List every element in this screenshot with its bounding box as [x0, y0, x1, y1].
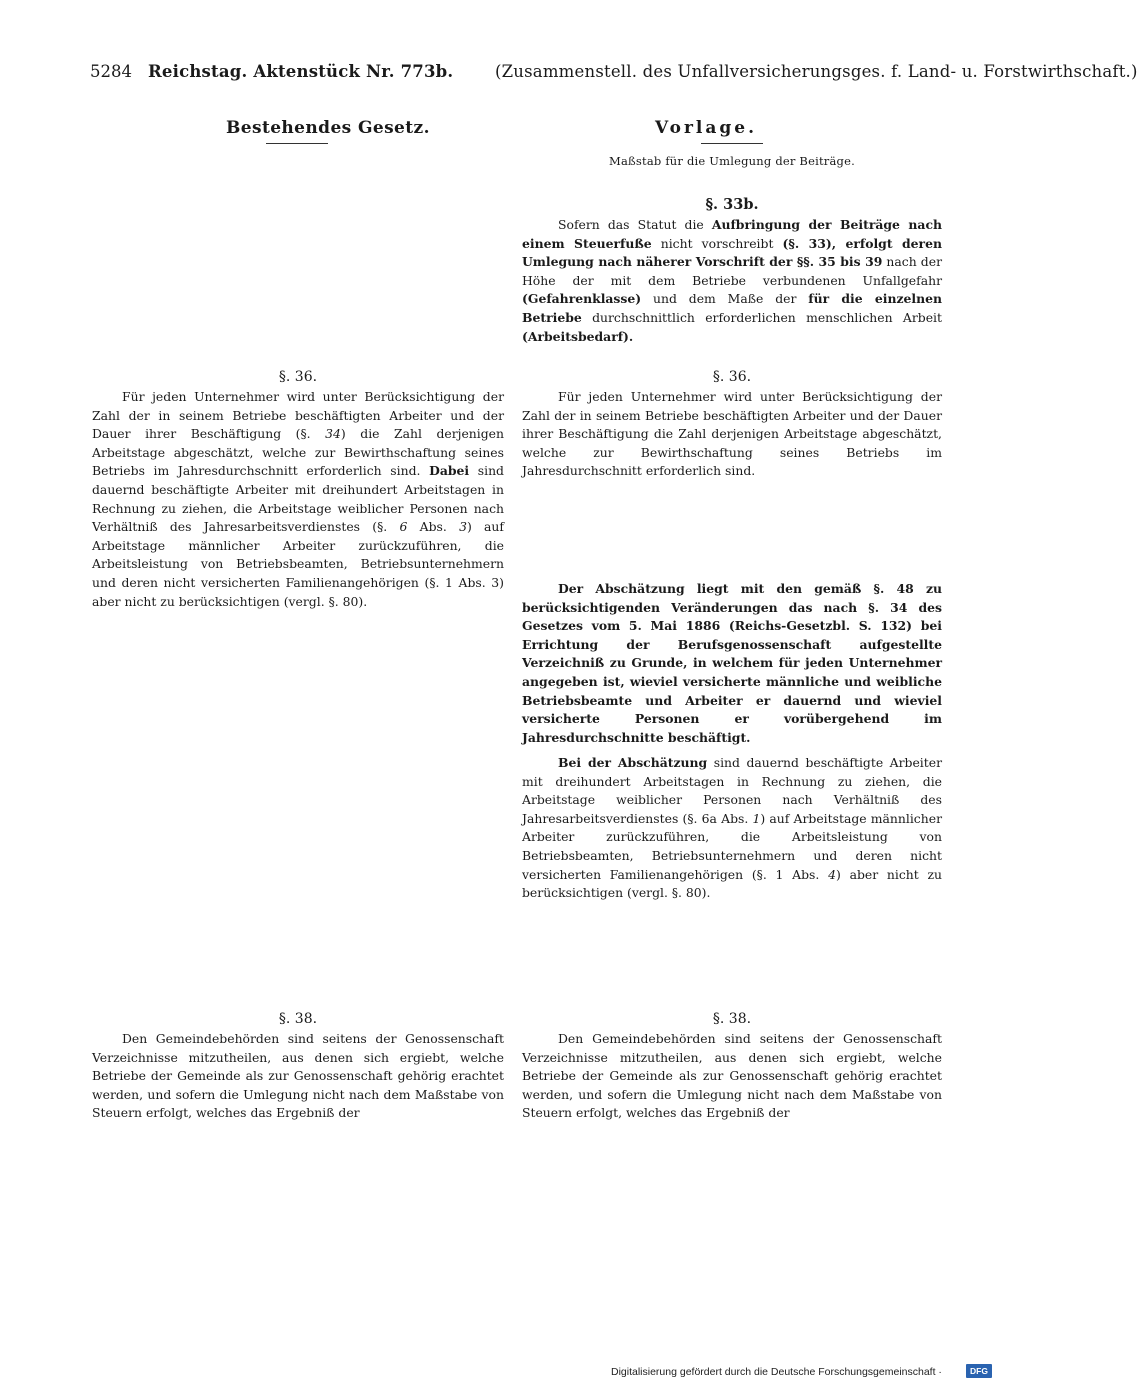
- italic-run: 34: [325, 426, 341, 442]
- bold-run: (Arbeitsbedarf).: [522, 328, 634, 344]
- bold-run: Dabei: [429, 463, 470, 479]
- right-column-heading: Vorlage.: [655, 118, 758, 138]
- left-section-38-text: Den Gemeindebehörden sind seitens der Genossenschaft Verzeichnisse mitzutheilen, aus denen sich ergiebt, welche Betriebe der Gemeinde als zur Genossenschaft gehörig erachtet werden, und sofern die Umlegung nicht nach dem Maßstabe von Steuern erfolgt, welches das Ergebniß der: [92, 1031, 504, 1121]
- text-run: und dem Maße der: [641, 291, 809, 307]
- bold-run: (Gefahrenklasse): [522, 291, 642, 307]
- text-run: ) auf Arbeitstage männlicher Arbeiter zurückzuführen, die Arbeitsleistung von Betriebsbeamten, Betriebsunternehmern und deren nicht versicherten Familienangehörigen (§. 1 Abs.: [522, 810, 942, 882]
- abschaetzung-paragraph: [522, 754, 942, 903]
- running-head: Reichstag. Aktenstück Nr. 773b.: [148, 62, 454, 81]
- right-section-38-text: Den Gemeindebehörden sind seitens der Genossenschaft Verzeichnisse mitzutheilen, aus denen sich ergiebt, welche Betriebe der Gemeinde als zur Genossenschaft gehörig erachtet werden, und sofern die Umlegung nicht nach dem Maßstabe von Steuern erfolgt, welches das Ergebniß der: [522, 1031, 942, 1121]
- text-run: nicht vorschreibt: [651, 235, 783, 251]
- left-section-38-title: §. 38.: [278, 1011, 318, 1027]
- left-section-36-text: [92, 388, 504, 611]
- digitization-credit: Digitalisierung gefördert durch die Deutsche Forschungsgemeinschaft ·: [611, 1366, 942, 1378]
- right-section-36-title: §. 36.: [712, 369, 752, 385]
- page-number: 5284: [90, 62, 132, 81]
- dfg-logo: DFG: [966, 1364, 992, 1378]
- abschaetzung-bold-paragraph: Der Abschätzung liegt mit den gemäß §. 48 zu berücksichtigenden Veränderungen das nach §. 34 des Gesetzes vom 5. Mai 1886 (Reichs-Gesetzbl. S. 132) bei Errichtung der Berufsgenossenschaft aufgestellte Verzeichniß zu Grunde, in welchem für jeden Unternehmer angegeben ist, wieviel versicherte männliche und weibliche Betriebsbeamte und Arbeiter er dauernd und wieviel versicherte Personen er vorübergehend im Jahresdurchschnitte beschäftigt.: [522, 581, 942, 745]
- right-section-36-text: Für jeden Unternehmer wird unter Berücksichtigung der Zahl der in seinem Betriebe beschäftigten Arbeiter und der Dauer ihrer Beschäftigung die Zahl derjenigen Arbeitstage abgeschätzt, welche zur Bewirthschaftung seines Betriebs im Jahresdurchschnitt erforderlich sind.: [522, 389, 942, 479]
- italic-run: 1: [752, 810, 761, 826]
- bold-run: (§. 33), erfolgt deren Umlegung nach näherer Vorschrift der §§. 35 bis 39: [522, 235, 942, 270]
- page-header: [90, 62, 1138, 86]
- left-section-36-title: §. 36.: [278, 369, 318, 385]
- italic-run: 6: [399, 519, 408, 535]
- italic-run: 3: [459, 519, 467, 535]
- text-run: durchschnittlich erforderlichen menschlichen Arbeit: [581, 309, 942, 325]
- bold-run: Aufbringung der Beiträge nach einem Steuerfuße: [522, 217, 943, 251]
- section-33b-title: §. 33b.: [705, 196, 759, 213]
- text-run: Für jeden Unternehmer wird unter Berücksichtigung der Zahl der in seinem Betriebe beschäftigten Arbeiter und der Dauer ihrer Beschäftigung (§.: [92, 389, 504, 442]
- right-subheading: Maßstab für die Umlegung der Beiträge.: [609, 154, 855, 168]
- left-heading-rule: [266, 143, 328, 144]
- left-column-heading: Bestehendes Gesetz.: [226, 118, 430, 138]
- text-run: nach der Höhe der mit dem Betriebe verbundenen Unfallgefahr: [522, 254, 942, 288]
- text-run: Sofern das Statut die: [558, 217, 712, 232]
- bold-run: für die einzelnen Betriebe: [522, 291, 942, 325]
- text-run: ) aber nicht zu berücksichtigen (vergl. §. 80).: [522, 866, 943, 901]
- right-heading-rule: [701, 143, 763, 144]
- text-run: sind dauernd beschäftigte Arbeiter mit dreihundert Arbeitstagen in Rechnung zu ziehen, die Arbeitstage weiblicher Personen nach Verhältniß des Jahresarbeitsverdienstes (§. 6a Abs.: [522, 755, 942, 826]
- text-run: sind dauernd beschäftigte Arbeiter mit dreihundert Arbeitstagen in Rechnung zu ziehen, die Arbeitstage weiblicher Personen nach Verhältniß des Jahresarbeitsverdienstes (§.: [92, 463, 504, 535]
- text-run: Abs.: [407, 519, 460, 535]
- bold-run: Bei der Abschätzung: [558, 755, 708, 770]
- right-section-38-title: §. 38.: [712, 1011, 752, 1027]
- text-run: ) auf Arbeitstage männlicher Arbeiter zurückzuführen, die Arbeitsleistung von Betriebsbeamten, Betriebsunternehmern und deren nicht versicherten Familienangehörigen (§. 1 Abs. 3) aber nicht zu berücksichtigen (vergl. §. 80).: [92, 519, 504, 609]
- running-head-parenthetical: (Zusammenstell. des Unfallversicherungsges. f. Land- u. Forstwirthschaft.): [495, 62, 1138, 81]
- section-33b-text: [522, 216, 942, 346]
- italic-run: 4: [828, 866, 836, 882]
- text-run: ) die Zahl derjenigen Arbeitstage abgeschätzt, welche zur Bewirthschaftung seines Betriebs im Jahresdurchschnitt erforderlich sind.: [92, 426, 504, 479]
